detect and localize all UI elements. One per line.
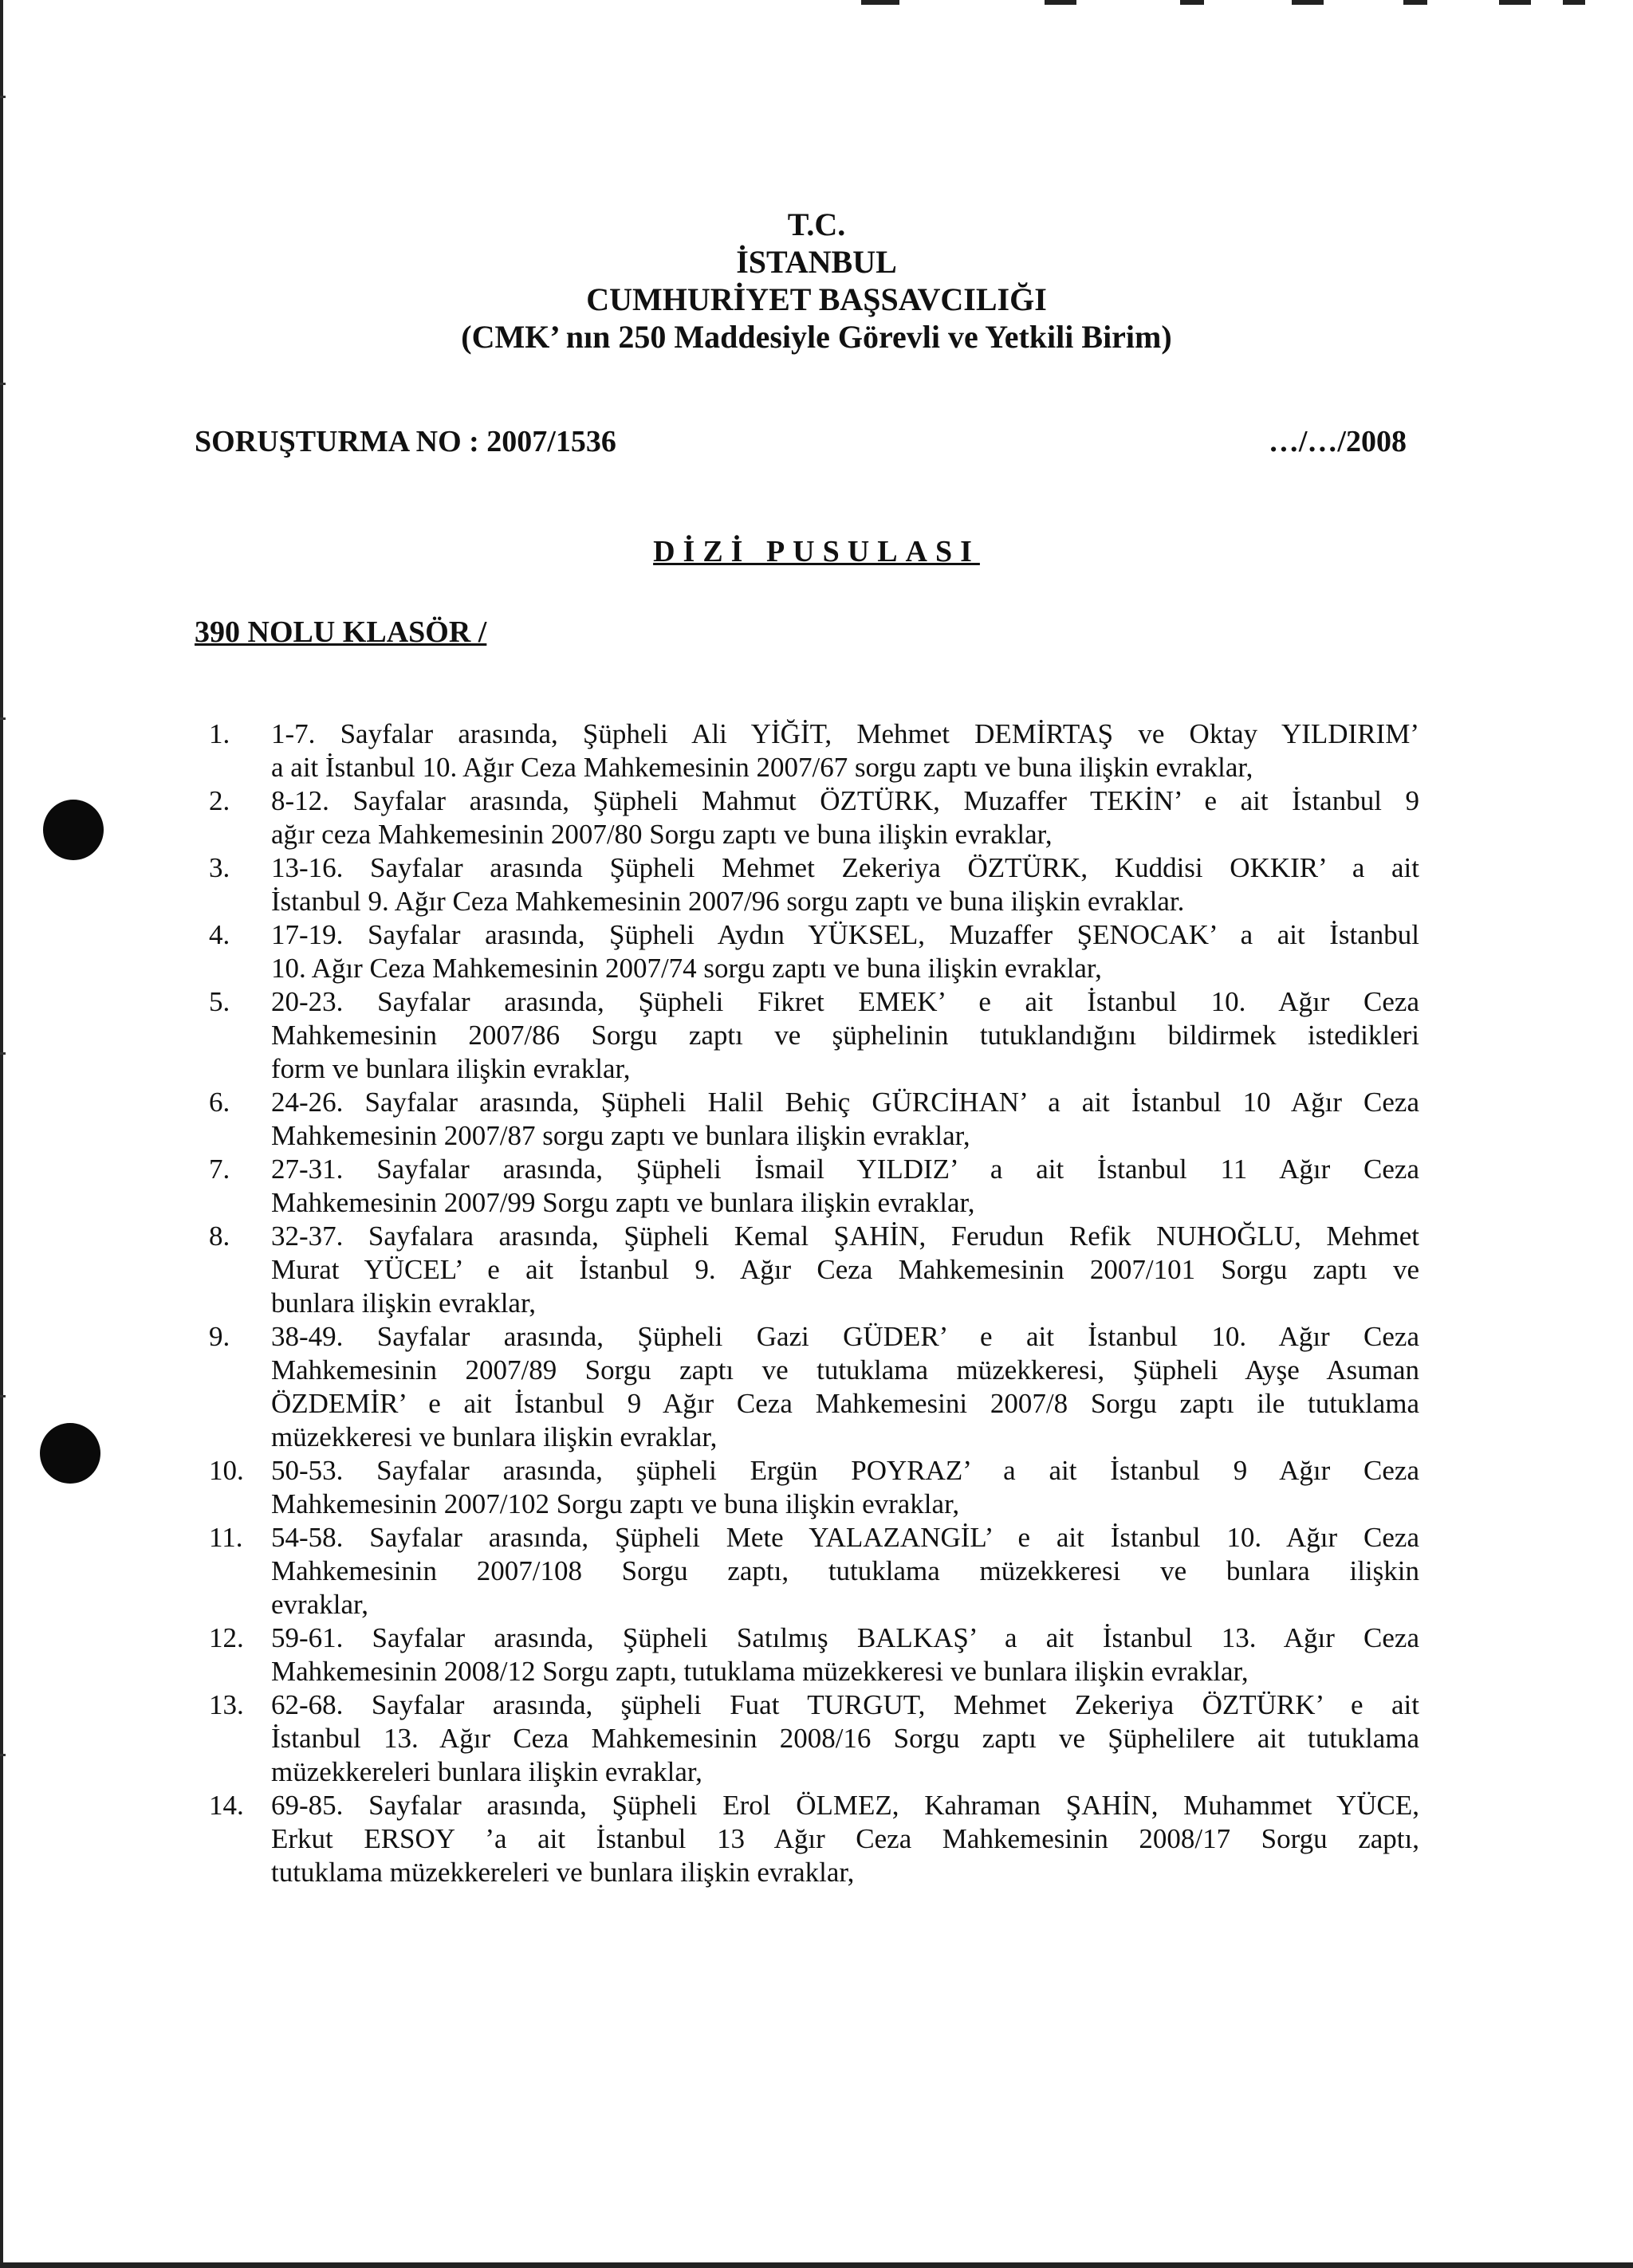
list-item-number: 8.: [209, 1220, 230, 1252]
list-item-line: Mahkemesinin 2007/99 Sorgu zaptı ve bunlara ilişkin evraklar,: [271, 1187, 975, 1218]
list-item-line: 17-19. Sayfalar arasında, Şüpheli Aydın YÜKSEL, Muzaffer ŞENOCAK’ a ait İstanbul: [271, 919, 1419, 950]
list-item-text: [271, 851, 1419, 918]
list-item-number: 7.: [209, 1154, 230, 1185]
investigation-number: SORUŞTURMA NO : 2007/1536: [195, 425, 616, 458]
list-item-line: 10. Ağır Ceza Mahkemesinin 2007/74 sorgu zaptı ve buna ilişkin evraklar,: [271, 953, 1102, 984]
list-item-line: a ait İstanbul 10. Ağır Ceza Mahkemesinin 2007/67 sorgu zaptı ve buna ilişkin evraklar,: [271, 752, 1253, 783]
list-item-text: [271, 1521, 1419, 1621]
header-office: CUMHURİYET BAŞSAVCILIĞI: [586, 281, 1047, 317]
header-city: İSTANBUL: [736, 244, 897, 280]
list-item-line: 50-53. Sayfalar arasında, şüpheli Ergün POYRAZ’ a ait İstanbul 9 Ağır Ceza: [271, 1455, 1419, 1486]
list-item: [0, 1320, 1633, 1454]
list-item-number: 14.: [209, 1790, 244, 1821]
list-item: [0, 851, 1633, 918]
list-item-line: 1-7. Sayfalar arasında, Şüpheli Ali YİĞİT, Mehmet DEMİRTAŞ ve Oktay YILDIRIM’: [271, 718, 1419, 749]
list-item-number: 5.: [209, 986, 230, 1017]
list-item-text: [271, 985, 1419, 1086]
title-text: DİZİ PUSULASI: [653, 535, 980, 568]
scan-edge-bottom: [0, 2262, 1633, 2268]
index-list: [0, 717, 1633, 1889]
document-title: [0, 534, 1633, 569]
list-item-line: Mahkemesinin 2007/108 Sorgu zaptı, tutuklama müzekkeresi ve bunlara ilişkin: [271, 1555, 1419, 1586]
document-header: [0, 206, 1633, 356]
list-item-line: ağır ceza Mahkemesinin 2007/80 Sorgu zaptı ve buna ilişkin evraklar,: [271, 819, 1053, 850]
scan-mark-top: [1563, 0, 1585, 5]
list-item-number: 1.: [209, 718, 230, 749]
list-item-line: ÖZDEMİR’ e ait İstanbul 9 Ağır Ceza Mahkemesini 2007/8 Sorgu zaptı ile tutuklama: [271, 1388, 1419, 1419]
list-item: [0, 1789, 1633, 1889]
scan-mark-top: [1045, 0, 1076, 5]
list-item-number: 9.: [209, 1321, 230, 1352]
list-item-text: [271, 1454, 1419, 1521]
scan-mark-left: [0, 383, 6, 385]
list-item-line: 32-37. Sayfalara arasında, Şüpheli Kemal ŞAHİN, Ferudun Refik NUHOĞLU, Mehmet: [271, 1220, 1419, 1252]
list-item-number: 6.: [209, 1087, 230, 1118]
list-item-text: [271, 918, 1419, 985]
list-item: [0, 985, 1633, 1086]
list-item: [0, 1688, 1633, 1789]
header-unit: (CMK’ nın 250 Maddesiyle Görevli ve Yetkili Birim): [461, 319, 1172, 355]
list-item-line: 20-23. Sayfalar arasında, Şüpheli Fikret EMEK’ e ait İstanbul 10. Ağır Ceza: [271, 986, 1419, 1017]
list-item-line: 54-58. Sayfalar arasında, Şüpheli Mete YALAZANGİL’ e ait İstanbul 10. Ağır Ceza: [271, 1522, 1419, 1553]
list-item: [0, 1086, 1633, 1153]
list-item-text: [271, 1789, 1419, 1889]
scan-mark-top: [1292, 0, 1324, 5]
list-item-line: 24-26. Sayfalar arasında, Şüpheli Halil Behiç GÜRCİHAN’ a ait İstanbul 10 Ağır Ceza: [271, 1087, 1419, 1118]
list-item-number: 4.: [209, 919, 230, 950]
list-item: [0, 1621, 1633, 1688]
list-item-line: İstanbul 13. Ağır Ceza Mahkemesinin 2008/16 Sorgu zaptı ve Şüphelilere ait tutuklama: [271, 1723, 1419, 1754]
scan-mark-top: [1403, 0, 1427, 5]
scan-mark-top: [1499, 0, 1531, 5]
list-item-text: [271, 1086, 1419, 1153]
list-item-line: Mahkemesinin 2007/86 Sorgu zaptı ve şüphelinin tutuklandığını bildirmek istedikleri: [271, 1020, 1419, 1051]
list-item-text: [271, 717, 1419, 784]
list-item: [0, 1521, 1633, 1621]
list-item: [0, 1220, 1633, 1320]
list-item-number: 2.: [209, 785, 230, 816]
list-item: [0, 918, 1633, 985]
list-item-text: [271, 1220, 1419, 1320]
list-item-line: İstanbul 9. Ağır Ceza Mahkemesinin 2007/96 sorgu zaptı ve buna ilişkin evraklar.: [271, 886, 1185, 917]
list-item-line: form ve bunlara ilişkin evraklar,: [271, 1053, 631, 1084]
list-item-line: 59-61. Sayfalar arasında, Şüpheli Satılmış BALKAŞ’ a ait İstanbul 13. Ağır Ceza: [271, 1622, 1419, 1653]
list-item-text: [271, 1153, 1419, 1220]
list-item-line: bunlara ilişkin evraklar,: [271, 1287, 536, 1319]
list-item-line: Mahkemesinin 2008/12 Sorgu zaptı, tutuklama müzekkeresi ve bunlara ilişkin evraklar,: [271, 1656, 1249, 1687]
list-item-line: müzekkeresi ve bunlara ilişkin evraklar,: [271, 1421, 718, 1452]
list-item-line: 13-16. Sayfalar arasında Şüpheli Mehmet Zekeriya ÖZTÜRK, Kuddisi OKKIR’ a ait: [271, 852, 1419, 883]
list-item: [0, 1454, 1633, 1521]
list-item-line: evraklar,: [271, 1589, 368, 1620]
list-item-text: [271, 1621, 1419, 1688]
list-item-line: Mahkemesinin 2007/89 Sorgu zaptı ve tutuklama müzekkeresi, Şüpheli Ayşe Asuman: [271, 1354, 1419, 1386]
list-item-line: 62-68. Sayfalar arasında, şüpheli Fuat TURGUT, Mehmet Zekeriya ÖZTÜRK’ e ait: [271, 1689, 1419, 1720]
list-item-line: Mahkemesinin 2007/87 sorgu zaptı ve bunlara ilişkin evraklar,: [271, 1120, 970, 1151]
list-item-line: Murat YÜCEL’ e ait İstanbul 9. Ağır Ceza Mahkemesinin 2007/101 Sorgu zaptı ve: [271, 1254, 1419, 1285]
list-item-number: 11.: [209, 1522, 243, 1553]
list-item: [0, 717, 1633, 784]
list-item-line: 27-31. Sayfalar arasında, Şüpheli İsmail YILDIZ’ a ait İstanbul 11 Ağır Ceza: [271, 1154, 1419, 1185]
list-item-number: 12.: [209, 1622, 244, 1653]
list-item-line: Erkut ERSOY ’a ait İstanbul 13 Ağır Ceza Mahkemesinin 2008/17 Sorgu zaptı,: [271, 1823, 1419, 1854]
binder-label: 390 NOLU KLASÖR /: [195, 615, 487, 649]
scan-mark-top: [861, 0, 899, 5]
scan-mark-left: [0, 96, 6, 98]
list-item-line: 8-12. Sayfalar arasında, Şüpheli Mahmut ÖZTÜRK, Muzaffer TEKİN’ e ait İstanbul 9: [271, 785, 1419, 816]
list-item-text: [271, 1688, 1419, 1789]
list-item-number: 13.: [209, 1689, 244, 1720]
list-item-number: 3.: [209, 852, 230, 883]
list-item-line: Mahkemesinin 2007/102 Sorgu zaptı ve buna ilişkin evraklar,: [271, 1488, 960, 1519]
list-item: [0, 784, 1633, 851]
list-item-text: [271, 784, 1419, 851]
list-item-number: 10.: [209, 1455, 244, 1486]
list-item-line: 38-49. Sayfalar arasında, Şüpheli Gazi GÜDER’ e ait İstanbul 10. Ağır Ceza: [271, 1321, 1419, 1352]
list-item-text: [271, 1320, 1419, 1454]
list-item-line: tutuklama müzekkereleri ve bunlara ilişkin evraklar,: [271, 1857, 855, 1888]
header-tc: T.C.: [787, 206, 846, 242]
list-item-line: 69-85. Sayfalar arasında, Şüpheli Erol ÖLMEZ, Kahraman ŞAHİN, Muhammet YÜCE,: [271, 1790, 1419, 1821]
document-date: …/…/2008: [1268, 425, 1407, 458]
list-item: [0, 1153, 1633, 1220]
scan-mark-top: [1180, 0, 1204, 5]
list-item-line: müzekkereleri bunlara ilişkin evraklar,: [271, 1756, 702, 1787]
